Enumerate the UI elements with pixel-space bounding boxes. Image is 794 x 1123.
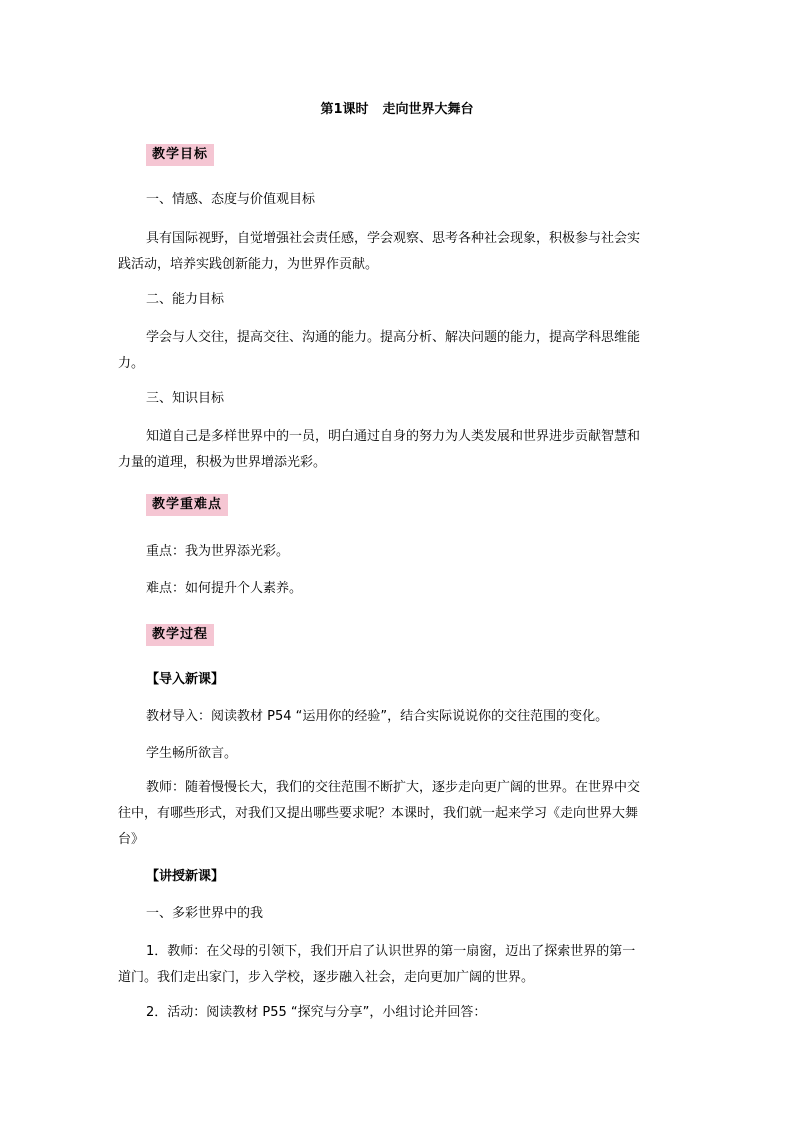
item1-paragraph	[118, 939, 678, 991]
paragraph-line: 往中，有哪些形式，对我们又提出哪些要求呢？本课时，我们就一起来学习《走向世界大舞	[118, 806, 639, 821]
item2-text: 2．活动：阅读教材 P55 “探究与分享”，小组讨论并回答：	[146, 1005, 487, 1020]
paragraph-line: 教师：随着慢慢长大，我们的交往范围不断扩大，逐步走向更广阔的世界。在世界中交	[146, 780, 641, 795]
section-badge-objectives: 教学目标	[146, 144, 214, 166]
paragraph-line: 1．教师：在父母的引领下，我们开启了认识世界的第一扇窗，迈出了探索世界的第一	[146, 944, 636, 959]
intro-text: 教材导入：阅读教材 P54 “运用你的经验”，结合实际说说你的交往范围的变化。	[146, 709, 609, 724]
students-response: 学生畅所欲言。	[146, 746, 238, 761]
paragraph-line: 道门。我们走出家门，步入学校，逐步融入社会，走向更加广阔的世界。	[118, 970, 535, 985]
paragraph-line: 知道自己是多样世界中的一员，明白通过自身的努力为人类发展和世界进步贡献智慧和	[146, 429, 641, 444]
lesson-topic: 走向世界大舞台	[382, 102, 474, 117]
objective-paragraph-1	[118, 226, 678, 278]
paragraph-line: 具有国际视野，自觉增强社会责任感，学会观察、思考各种社会现象，积极参与社会实	[146, 231, 641, 246]
teacher-paragraph	[118, 775, 678, 853]
intro-heading: 【导入新课】	[146, 672, 225, 687]
section-badge-process: 教学过程	[146, 624, 214, 646]
paragraph-line: 践活动，培养实践创新能力，为世界作贡献。	[118, 257, 379, 272]
objective-paragraph-2	[118, 325, 678, 377]
objective-heading-1: 一、情感、态度与价值观目标	[146, 192, 316, 207]
key-point: 重点：我为世界添光彩。	[146, 544, 290, 559]
objective-paragraph-3	[118, 424, 678, 476]
part1-heading: 一、多彩世界中的我	[146, 906, 264, 921]
objective-heading-2: 二、能力目标	[146, 292, 225, 307]
lesson-number: 第1课时	[320, 102, 369, 117]
objective-heading-3: 三、知识目标	[146, 391, 225, 406]
paragraph-line: 力量的道理，积极为世界增添光彩。	[118, 455, 327, 470]
paragraph-line: 台》	[118, 832, 145, 847]
paragraph-line: 学会与人交往，提高交往、沟通的能力。提高分析、解决问题的能力，提高学科思维能	[146, 330, 641, 345]
lesson-title	[0, 101, 794, 119]
section-badge-key-points: 教学重难点	[146, 494, 228, 516]
new-lesson-heading: 【讲授新课】	[146, 869, 225, 884]
paragraph-line: 力。	[118, 356, 145, 371]
difficult-point: 难点：如何提升个人素养。	[146, 581, 303, 596]
